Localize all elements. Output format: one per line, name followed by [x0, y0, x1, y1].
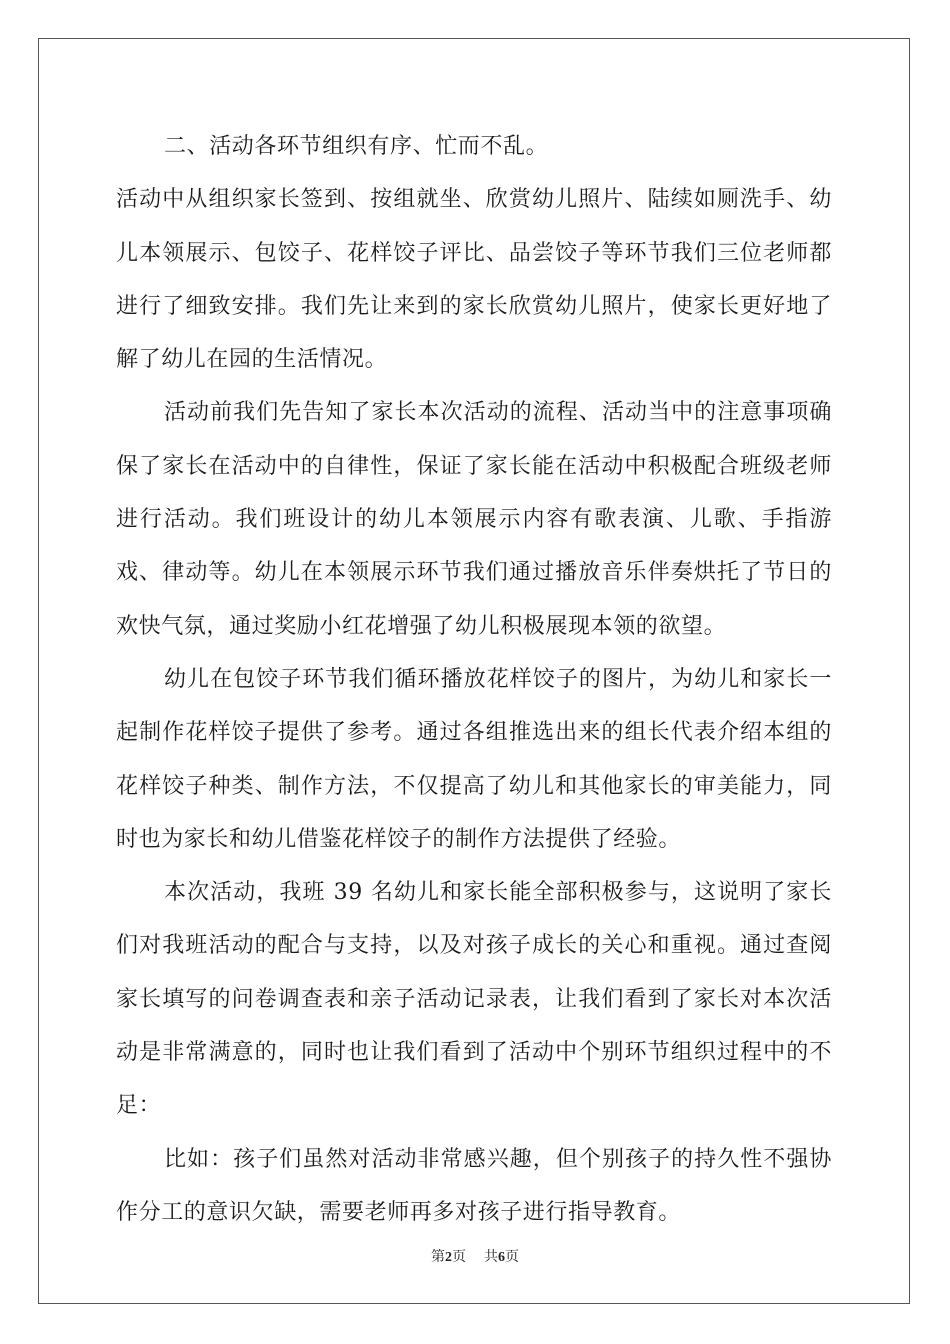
current-page-number: 2 [445, 1250, 452, 1265]
page-suffix: 页 [452, 1250, 466, 1265]
total-suffix: 页 [505, 1250, 519, 1265]
page-number-footer [0, 1246, 950, 1266]
page-prefix: 第 [431, 1250, 445, 1265]
paragraph: 活动中从组织家长签到、按组就坐、欣赏幼儿照片、陆续如厕洗手、幼儿本领展示、包饺子、花样饺子评比、品尝饺子等环节我们三位老师都进行了细致安排。我们先让来到的家长欣赏幼儿照片，使家长更好地了解了幼儿在园的生活情况。 [116, 187, 832, 373]
paragraph: 幼儿在包饺子环节我们循环播放花样饺子的图片，为幼儿和家长一起制作花样饺子提供了参考。通过各组推选出来的组长代表介绍本组的花样饺子种类、制作方法，不仅提高了幼儿和其他家长的审美能力，同时也为家长和幼儿借鉴花样饺子的制作方法提供了经验。 [116, 666, 832, 852]
paragraph-heading: 二、活动各环节组织有序、忙而不乱。 [164, 134, 549, 159]
total-page-number: 6 [498, 1250, 505, 1265]
document-body [116, 120, 832, 1239]
total-prefix: 共 [484, 1250, 498, 1265]
paragraph: 比如：孩子们虽然对活动非常感兴趣，但个别孩子的持久性不强协作分工的意识欠缺，需要老师再多对孩子进行指导教育。 [116, 1146, 832, 1225]
paragraph: 活动前我们先告知了家长本次活动的流程、活动当中的注意事项确保了家长在活动中的自律性，保证了家长能在活动中积极配合班级老师进行活动。我们班设计的幼儿本领展示内容有歌表演、儿歌、手指游戏、律动等。幼儿在本领展示环节我们通过播放音乐伴奏烘托了节日的欢快气氛，通过奖励小红花增强了幼儿积极展现本领的欲望。 [116, 400, 832, 639]
paragraph: 本次活动，我班 39 名幼儿和家长能全部积极参与，这说明了家长们对我班活动的配合与支持，以及对孩子成长的关心和重视。通过查阅家长填写的问卷调查表和亲子活动记录表，让我们看到了家长对本次活动是非常满意的，同时也让我们看到了活动中个别环节组织过程中的不足： [116, 880, 832, 1119]
